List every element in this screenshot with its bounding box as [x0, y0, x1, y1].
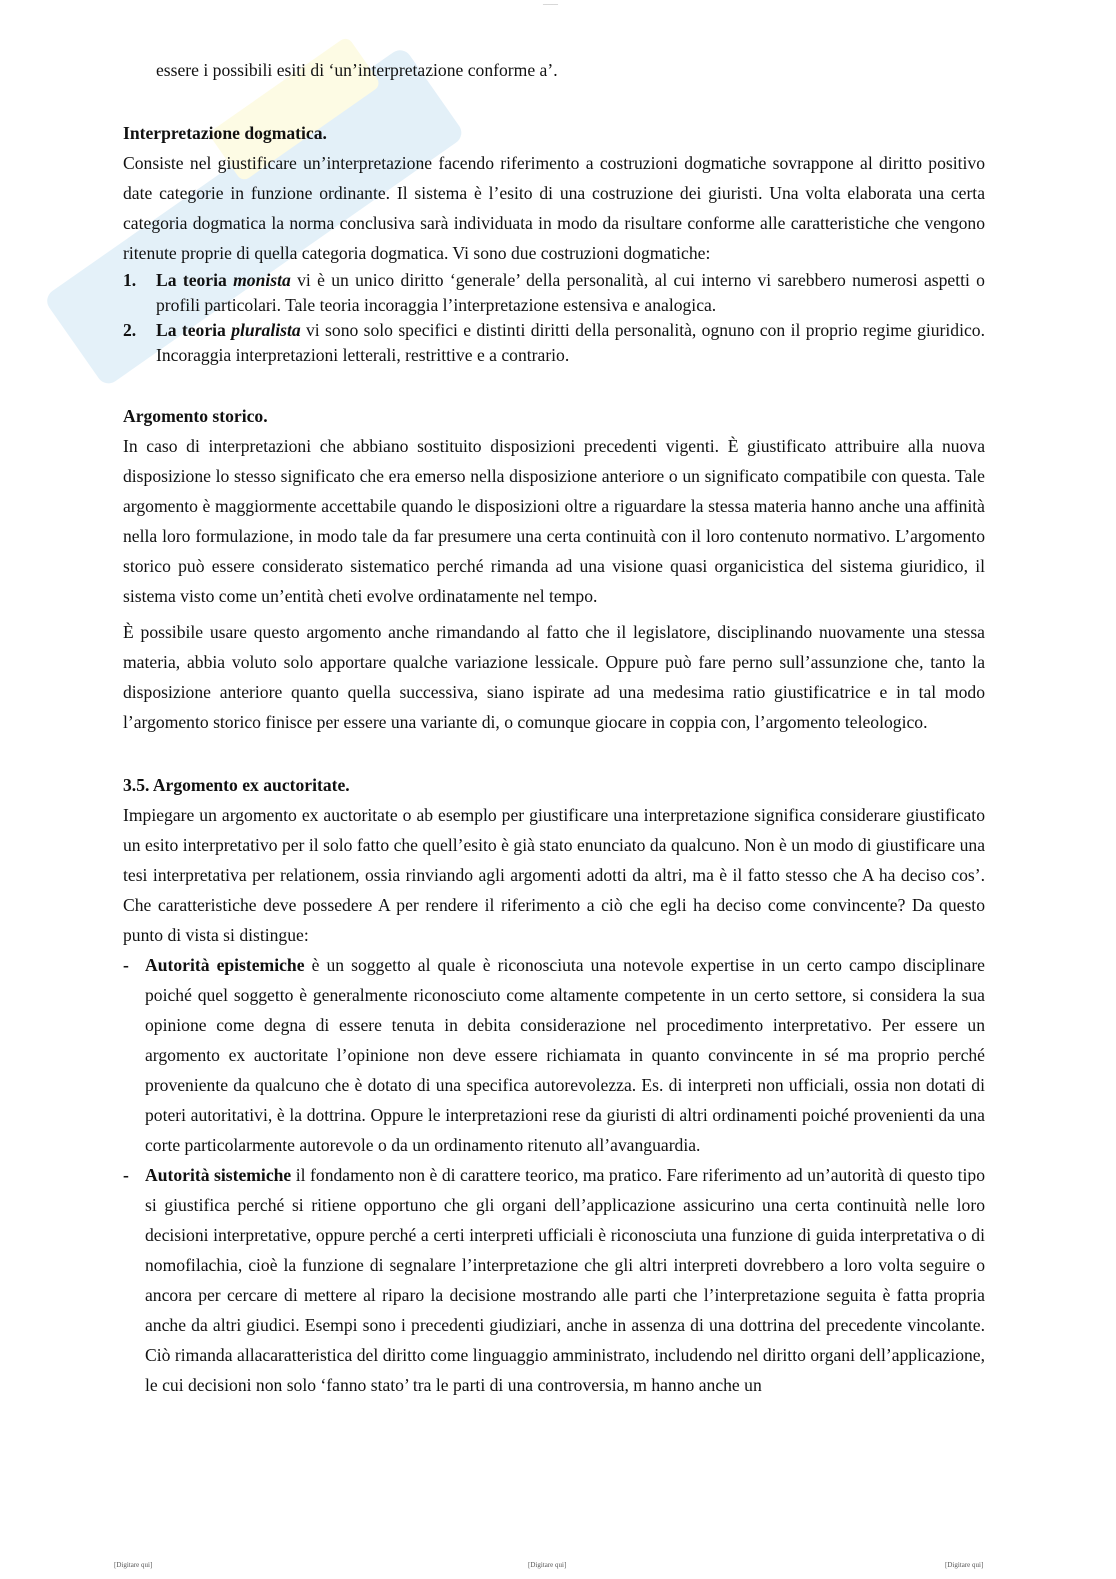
- dash-bullet: -: [123, 955, 129, 975]
- list-number: 2.: [123, 320, 137, 340]
- list-item: [123, 1160, 985, 1400]
- list-item: [123, 318, 985, 368]
- paragraph-storico-1: In caso di interpretazioni che abbiano sostituito disposizioni precedenti vigenti. È giustificato attribuire alla nuova disposizione lo stesso significato che era emerso nella disposizione anteriore o un significato compatibile con questa. Tale argomento è maggiormente accettabile quando le disposizioni oltre a riguardare la stessa materia hanno anche una affinità nella loro formulazione, in modo tale da far presumere una certa continuità con il loro contenuto normativo. L’argomento storico può essere considerato sistematico perché rimanda ad una visione quasi organicistica del sistema giuridico, il sistema visto come un’entità cheti evolve ordinatamente nel tempo.: [123, 436, 985, 606]
- paragraph-storico-2: È possibile usare questo argomento anche rimandando al fatto che il legislatore, disciplinando nuovamente una stessa materia, abbia voluto solo apportare qualche variazione lessicale. Oppure può fare perno sull’assunzione che, tanto la disposizione anteriore quanto quella successiva, siano ispirate ad una medesima ratio giustificatrice e in tal modo l’argomento storico finisce per essere una variante di, o comunque giocare in coppia con, l’argomento teleologico.: [123, 622, 985, 732]
- theories-list: [123, 268, 985, 368]
- item-term: Autorità sistemiche: [145, 1165, 292, 1185]
- section-title-auctoritate: 3.5. Argomento ex auctoritate.: [123, 775, 350, 795]
- footer-right: [Digitare qui]: [945, 1561, 984, 1569]
- section-title-storico: Argomento storico.: [123, 406, 268, 426]
- list-item: [123, 950, 985, 1160]
- footer-center: [Digitare qui]: [528, 1561, 567, 1569]
- item-text: vi sono solo specifici e distinti diritti della personalità, ognuno con il proprio regime giuridico. Incoraggia interpretazioni letterali, restrittive e a contrario.: [156, 320, 985, 365]
- paragraph-dogmatica: Consiste nel giustificare un’interpretazione facendo riferimento a costruzioni dogmatiche sovrappone al diritto positivo date categorie in funzione ordinante. Il sistema è l’esito di una costruzione dei giuristi. Una volta elaborata una certa categoria dogmatica la norma conclusiva sarà individuata in modo da risultare conforme alle caratteristiche che vengono ritenute proprie di quella categoria dogmatica. Vi sono due costruzioni dogmatiche:: [123, 153, 985, 263]
- authorities-list: [123, 950, 985, 1400]
- footer-left: [Digitare qui]: [114, 1561, 153, 1569]
- paragraph-auctoritate: Impiegare un argomento ex auctoritate o ab esemplo per giustificare una interpretazione significa considerare giustificato un esito interpretativo per il solo fatto che quell’esito è già stato enunciato da qualcuno. Non è un modo di giustificare una tesi interpretativa per relationem, ossia rinviando agli argomenti adotti da altri, ma è il fatto stesso che A ha deciso cos’. Che caratteristiche deve possedere A per rendere il riferimento a ciò che egli ha deciso come convincente? Da questo punto di vista si distingue:: [123, 805, 985, 945]
- section-title-dogmatica: Interpretazione dogmatica.: [123, 123, 327, 143]
- list-number: 1.: [123, 270, 137, 290]
- header-mark: _____: [543, 0, 558, 6]
- item-text: il fondamento non è di carattere teorico, ma pratico. Fare riferimento ad un’autorità di questo tipo si giustifica perché si ritiene opportuno che gli organi dell’applicazione assicurino una certa continuità nelle loro decisioni interpretative, oppure perché a certi interpreti ufficiali è riconosciuta una funzione di guida interpretativa o di nomofilachia, cioè la funzione di segnalare l’interpretazione che gli altri interpreti dovrebbero a loro volta seguire o ancora per cercare di mettere al riparo la decisione mostrando alle parti che l’interpretazione seguita è fatta propria anche da altri giudici. Esempi sono i precedenti giudiziari, anche in assenza di una dottrina del precedente vincolante. Ciò rimanda allacaratteristica del diritto come linguaggio amministrato, includendo nel diritto organi dell’applicazione, le cui decisioni non solo ‘fanno stato’ tra le parti di una controversia, m hanno anche un: [145, 1165, 985, 1395]
- intro-line: essere i possibili esiti di ‘un’interpretazione conforme a’.: [156, 60, 558, 80]
- item-term: pluralista: [231, 320, 301, 340]
- item-text: vi è un unico diritto ‘generale’ della personalità, al cui interno vi sarebbero numerosi aspetti o profili particolari. Tale teoria incoraggia l’interpretazione estensiva e analogica.: [156, 270, 985, 315]
- list-item: [123, 268, 985, 318]
- item-lead: La teoria: [156, 270, 234, 290]
- document-body: [123, 55, 985, 1400]
- item-text: è un soggetto al quale è riconosciuta una notevole expertise in un certo campo disciplinare poiché quel soggetto è generalmente riconosciuto come altamente competente in un certo settore, si considera la sua opinione come degna di essere tenuta in debita considerazione nel procedimento interpretativo. Per essere un argomento ex auctoritate l’opinione non deve essere richiamata in quanto convincente in sé ma proprio perché proveniente da qualcuno che è dotato di una specifica autorevolezza. Es. di interpreti non ufficiali, ossia non dotati di poteri autoritativi, è la dottrina. Oppure le interpretazioni rese da giuristi di altri ordinamenti poiché provenienti da una corte particolarmente autorevole o da un ordinamento ritenuto all’avanguardia.: [145, 955, 985, 1155]
- item-term: Autorità epistemiche: [145, 955, 305, 975]
- dash-bullet: -: [123, 1165, 129, 1185]
- item-lead: La teoria: [156, 320, 232, 340]
- item-term: monista: [233, 270, 291, 290]
